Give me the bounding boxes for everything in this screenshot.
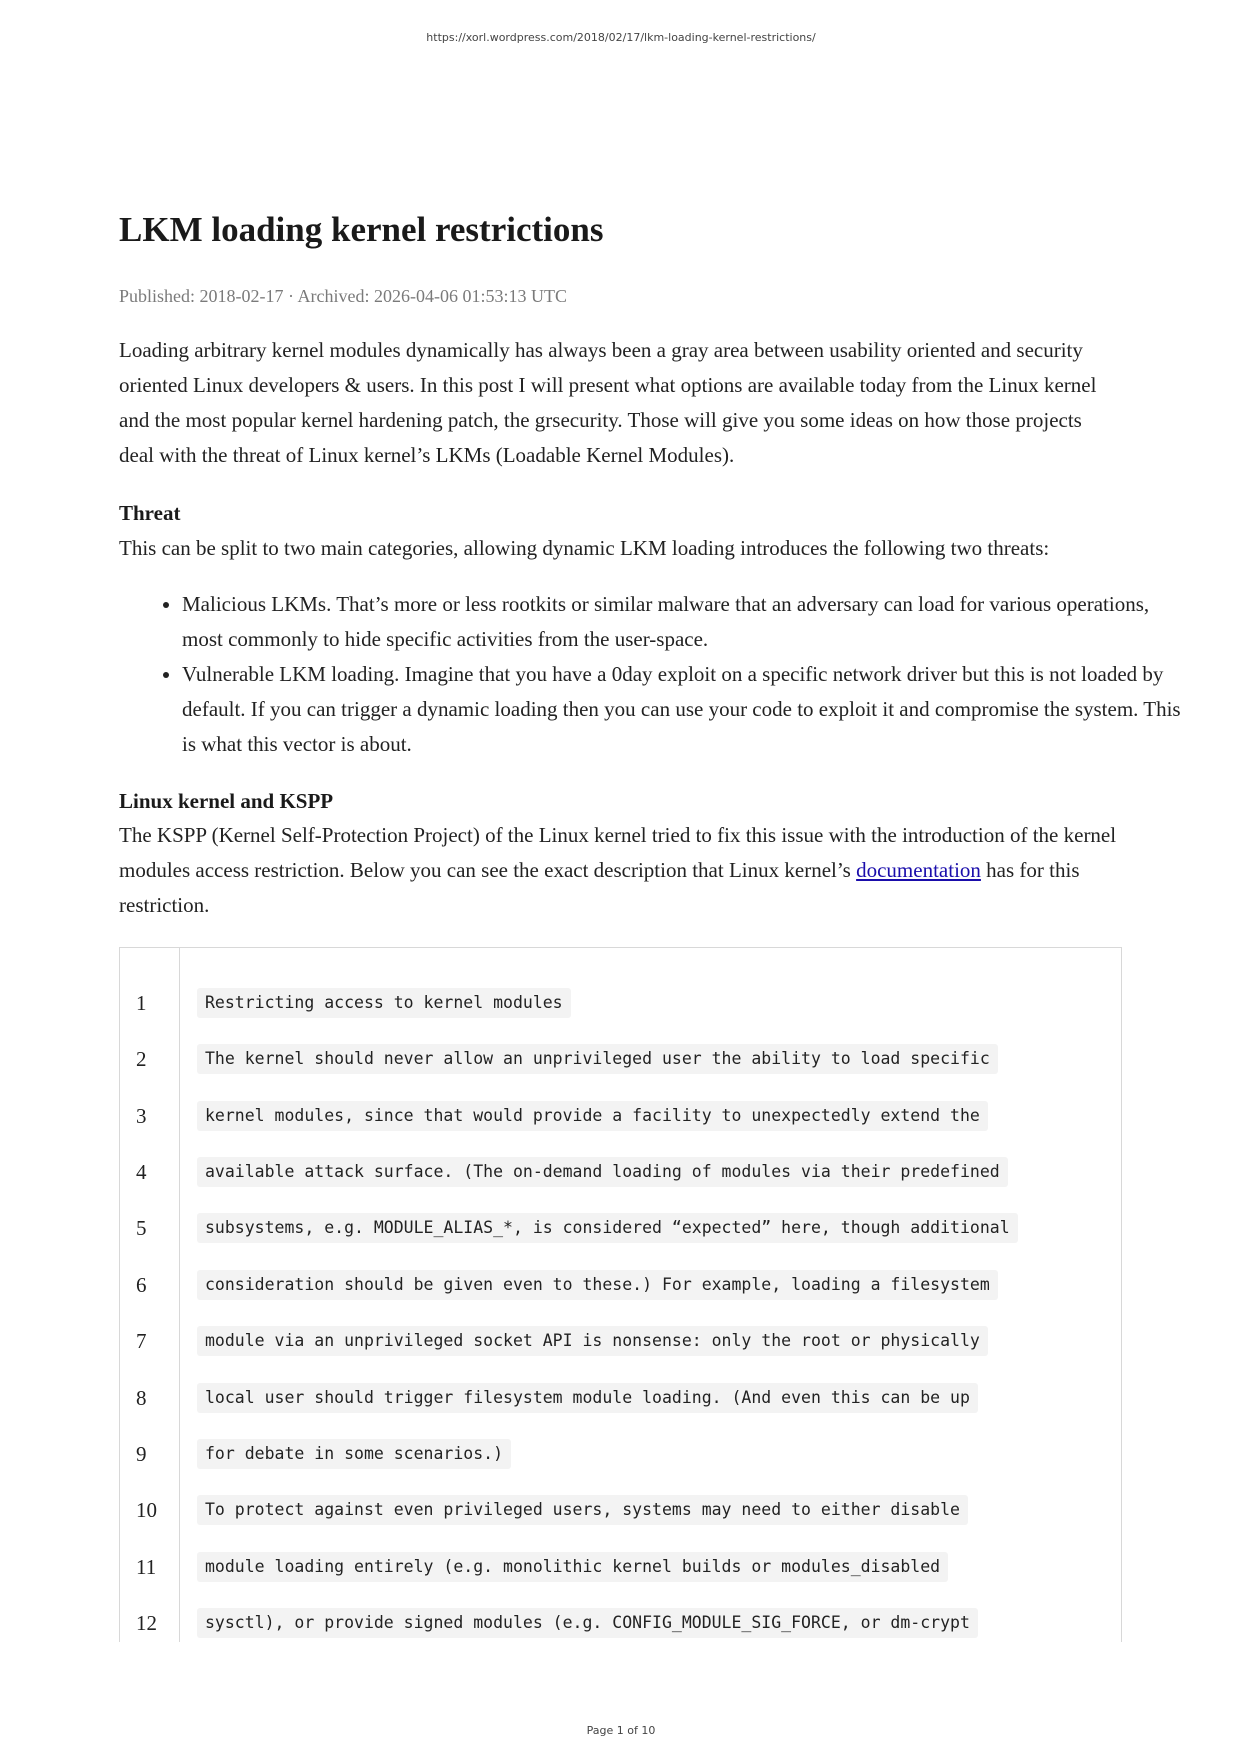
code-block <box>119 947 1122 1642</box>
code-text: sysctl), or provide signed modules (e.g. CONFIG_MODULE_SIG_FORCE, or dm-crypt <box>197 1608 978 1638</box>
code-text: available attack surface. (The on-demand loading of modules via their predefined <box>197 1157 1008 1187</box>
article-title: LKM loading kernel restrictions <box>119 210 604 249</box>
line-number: 10 <box>136 1498 157 1522</box>
line-number: 12 <box>136 1611 157 1635</box>
list-item: • Vulnerable LKM loading. Imagine that you have a 0day exploit on a specific network driver but this is not loaded by default. If you can trigger a dynamic loading then you can use your code to exploit it and compromise the system. This is what this vector is about. <box>182 657 1185 762</box>
threat-paragraph: This can be split to two main categories, allowing dynamic LKM loading introduces the following two threats: <box>119 536 1050 560</box>
line-number: 5 <box>136 1216 147 1240</box>
kspp-text-after: has for this restriction. <box>119 858 1080 917</box>
code-text: Restricting access to kernel modules <box>197 988 571 1018</box>
line-number: 4 <box>136 1160 147 1184</box>
kspp-paragraph <box>119 818 1122 923</box>
line-number: 9 <box>136 1442 147 1466</box>
kspp-heading: Linux kernel and KSPP <box>119 789 334 813</box>
kspp-text-before: The KSPP (Kernel Self-Protection Project) of the Linux kernel tried to fix this issue with the introduction of the kernel modules access restriction. Below you can see the exact description that Linux kernel’s <box>119 823 1117 882</box>
list-item: • Malicious LKMs. That’s more or less rootkits or similar malware that an adversary can load for various operations, most commonly to hide specific activities from the user-space. <box>182 587 1185 657</box>
line-number: 1 <box>136 991 147 1015</box>
code-text: kernel modules, since that would provide a facility to unexpectedly extend the <box>197 1101 988 1131</box>
threat-heading: Threat <box>119 501 181 525</box>
code-text: for debate in some scenarios.) <box>197 1439 511 1469</box>
line-number: 2 <box>136 1047 147 1071</box>
line-number: 7 <box>136 1329 147 1353</box>
line-number: 3 <box>136 1104 147 1128</box>
code-text: module via an unprivileged socket API is nonsense: only the root or physically <box>197 1326 988 1356</box>
code-text: module loading entirely (e.g. monolithic kernel builds or modules_disabled <box>197 1552 948 1582</box>
code-text: consideration should be given even to these.) For example, loading a filesystem <box>197 1270 998 1300</box>
threat-list <box>119 587 1185 762</box>
code-text: subsystems, e.g. MODULE_ALIAS_*, is considered “expected” here, though additional <box>197 1213 1018 1243</box>
intro-paragraph: Loading arbitrary kernel modules dynamically has always been a gray area between usability oriented and security oriented Linux developers & users. In this post I will present what options are available today from the Linux kernel and the most popular kernel hardening patch, the grsecurity. Those will give you some ideas on how those projects deal with the threat of Linux kernel’s LKMs (Loadable Kernel Modules). <box>119 338 1097 467</box>
code-text: local user should trigger filesystem module loading. (And even this can be up <box>197 1383 978 1413</box>
line-number: 8 <box>136 1386 147 1410</box>
article-meta: Published: 2018-02-17 · Archived: 2026-04-06 01:53:13 UTC <box>119 286 567 306</box>
line-number: 6 <box>136 1273 147 1297</box>
code-text: The kernel should never allow an unprivileged user the ability to load specific <box>197 1044 998 1074</box>
line-number: 11 <box>136 1555 157 1579</box>
page-number: Page 1 of 10 <box>586 1724 656 1737</box>
source-url: https://xorl.wordpress.com/2018/02/17/lkm-loading-kernel-restrictions/ <box>426 31 816 44</box>
code-text: To protect against even privileged users, systems may need to either disable <box>197 1495 968 1525</box>
documentation-link[interactable]: documentation <box>856 858 981 882</box>
